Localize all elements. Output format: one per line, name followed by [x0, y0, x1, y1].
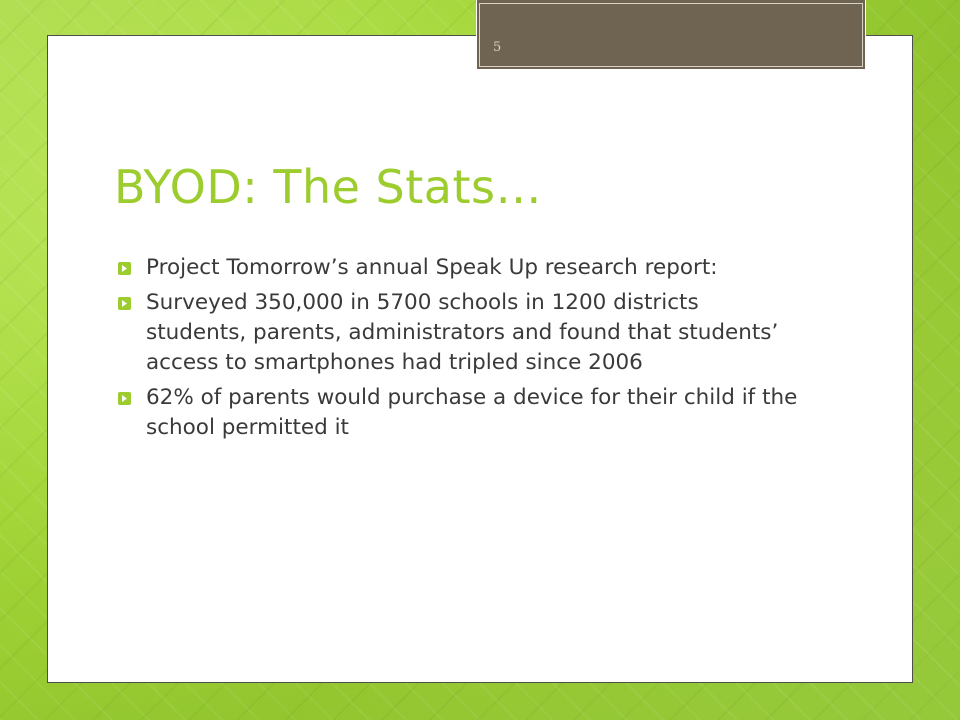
list-item	[118, 253, 798, 283]
list-item	[118, 383, 798, 443]
arrow-bullet-icon	[118, 392, 131, 405]
slide-number-tab	[476, 0, 866, 70]
bullet-text: Surveyed 350,000 in 5700 schools in 1200 districts students, parents, administrators and found that students’ access to smartphones had tripled since 2006	[146, 290, 779, 375]
arrow-bullet-icon	[118, 262, 131, 275]
slide-title: BYOD: The Stats…	[114, 160, 542, 214]
bullet-list	[118, 253, 798, 448]
list-item	[118, 288, 798, 378]
arrow-bullet-icon	[118, 297, 131, 310]
bullet-text: Project Tomorrow’s annual Speak Up research report:	[146, 255, 718, 280]
bullet-text: 62% of parents would purchase a device for their child if the school permitted it	[146, 385, 798, 440]
slide-number: 5	[493, 40, 502, 55]
